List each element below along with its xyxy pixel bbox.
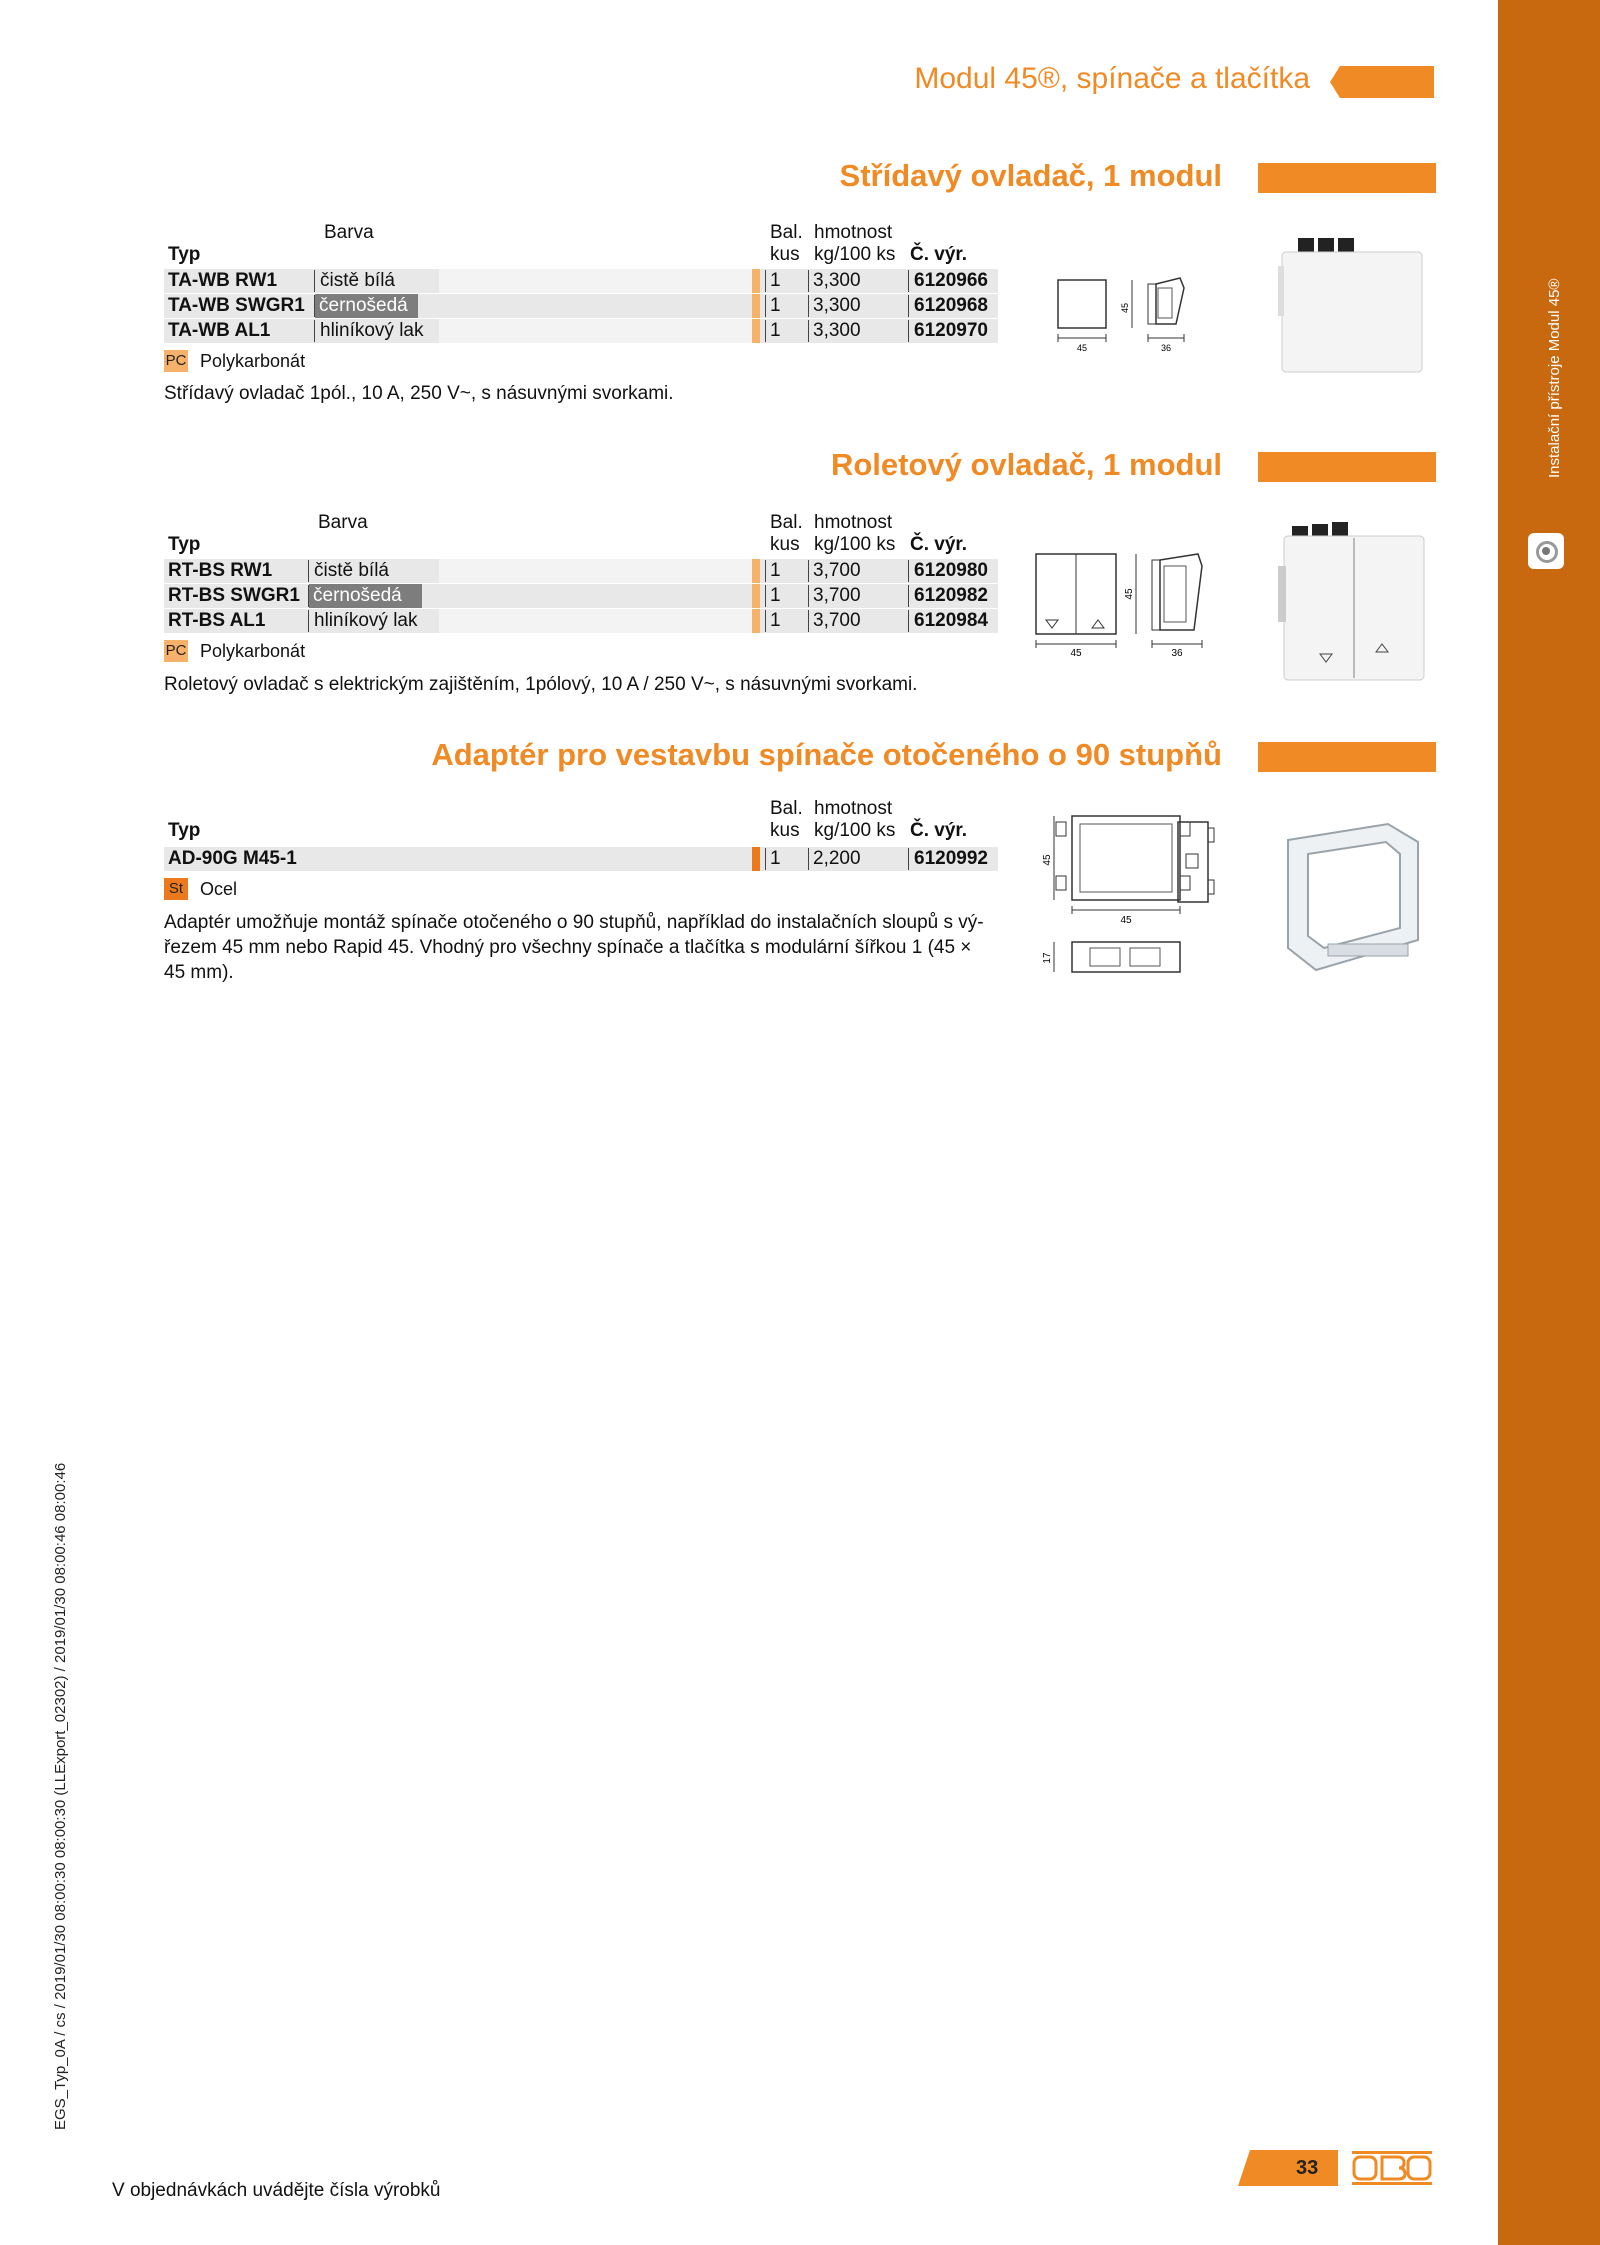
row-typ: TA-WB RW1	[168, 270, 278, 291]
product-description: Střídavý ovladač 1pól., 10 A, 250 V~, s násuvnými svorkami.	[164, 383, 674, 404]
table-row	[164, 584, 998, 608]
row-barva: černošedá	[315, 294, 418, 318]
product-description-line: řezem 45 mm nebo Rapid 45. Vhodný pro všechny spínače a tlačítka s modulární šířkou 1 (45 ×	[164, 937, 972, 958]
section-title: Roletový ovladač, 1 modul	[830, 447, 1222, 482]
dimension-drawing	[1030, 548, 1230, 658]
row-cat: 6120984	[914, 610, 988, 631]
col-header-bal: Bal.	[770, 222, 803, 243]
material-badge: PC	[164, 350, 188, 372]
dimension-drawing	[1050, 268, 1220, 358]
row-cat: 6120980	[914, 560, 988, 581]
product-description-line: Adaptér umožňuje montáž spínače otočeného o 90 stupňů, například do instalačních sloupů s vý-	[164, 912, 984, 933]
obo-logo	[1352, 2148, 1432, 2188]
material-badge: PC	[164, 640, 188, 662]
row-cat: 6120992	[914, 848, 988, 869]
dim-label: 45	[1120, 302, 1130, 314]
row-weight: 3,300	[813, 270, 861, 291]
col-header-cat: Č. výr.	[910, 820, 968, 841]
page-number: 33	[1296, 2157, 1319, 2179]
product-photo-adapter	[1268, 820, 1428, 980]
col-header-cat: Č. výr.	[910, 244, 968, 265]
row-typ: RT-BS SWGR1	[168, 585, 300, 606]
row-cat: 6120968	[914, 295, 988, 316]
row-barva: hliníkový lak	[320, 320, 424, 341]
col-header-bal: Bal.	[770, 512, 803, 533]
col-header-weight: hmotnost	[814, 512, 893, 533]
col-header-barva: Barva	[324, 222, 374, 243]
table-row	[164, 847, 998, 871]
section-title: Střídavý ovladač, 1 modul	[839, 158, 1222, 193]
row-weight: 2,200	[813, 848, 861, 869]
dim-label: 45	[1076, 343, 1088, 353]
col-header-typ: Typ	[168, 534, 201, 555]
row-weight: 3,300	[813, 320, 861, 341]
row-bal: 1	[770, 320, 781, 341]
row-cat: 6120970	[914, 320, 988, 341]
row-barva: hliníkový lak	[314, 610, 418, 631]
product-description: Roletový ovladač s elektrickým zajištěním, 1pólový, 10 A / 250 V~, s násuvnými svorkami.	[164, 674, 918, 695]
row-cat: 6120982	[914, 585, 988, 606]
dim-label: 17	[1042, 952, 1053, 964]
sidebar-label: Instalační přístroje Modul 45®	[1546, 278, 1563, 478]
dim-label: 36	[1160, 343, 1172, 353]
material-label: Polykarbonát	[200, 641, 306, 661]
row-bal: 1	[770, 560, 781, 581]
row-weight: 3,300	[813, 295, 861, 316]
table-row	[164, 559, 998, 583]
col-header-weight: hmotnost	[814, 798, 893, 819]
row-weight: 3,700	[813, 585, 861, 606]
col-header-unit: kg/100 ks	[814, 820, 896, 841]
col-header-cat: Č. výr.	[910, 534, 968, 555]
row-typ: RT-BS RW1	[168, 560, 273, 581]
table-row	[164, 294, 998, 318]
dim-label: 45	[1070, 648, 1082, 658]
section-title: Adaptér pro vestavbu spínače otočeného o 90 stupňů	[431, 737, 1222, 772]
row-barva: čistě bílá	[320, 270, 395, 291]
dim-label: 45	[1120, 915, 1132, 926]
socket-icon	[1528, 533, 1564, 569]
row-bal: 1	[770, 848, 781, 869]
row-bal: 1	[770, 585, 781, 606]
col-header-unit: kg/100 ks	[814, 534, 896, 555]
page-title: Modul 45®, spínače a tlačítka	[914, 62, 1310, 95]
col-header-kus: kus	[770, 244, 800, 265]
product-description-line: 45 mm).	[164, 962, 234, 983]
material-badge: St	[164, 878, 188, 900]
row-cat: 6120966	[914, 270, 988, 291]
col-header-bal: Bal.	[770, 798, 803, 819]
footer-note: V objednávkách uvádějte čísla výrobků	[112, 2180, 441, 2201]
material-label: Ocel	[200, 879, 238, 899]
row-typ: AD-90G M45-1	[168, 848, 297, 869]
dim-label: 36	[1171, 648, 1183, 658]
title-tab-marker	[1330, 66, 1434, 98]
col-header-unit: kg/100 ks	[814, 244, 896, 265]
col-header-weight: hmotnost	[814, 222, 893, 243]
dim-label: 45	[1042, 854, 1053, 866]
row-bal: 1	[770, 610, 781, 631]
row-barva: čistě bílá	[314, 560, 389, 581]
col-header-kus: kus	[770, 534, 800, 555]
section-bar	[1258, 742, 1436, 772]
row-typ: TA-WB SWGR1	[168, 295, 305, 316]
col-header-typ: Typ	[168, 820, 201, 841]
row-bal: 1	[770, 270, 781, 291]
row-typ: TA-WB AL1	[168, 320, 271, 341]
row-weight: 3,700	[813, 560, 861, 581]
print-metadata: EGS_Typ_0A / cs / 2019/01/30 08:00:30 08:00:30 (LLExport_02302) / 2019/01/30 08:00:46 08:00:46	[52, 1462, 69, 2130]
table-row	[164, 609, 998, 633]
material-label: Polykarbonát	[200, 351, 306, 371]
row-barva: černošedá	[309, 584, 422, 608]
dim-label: 45	[1124, 588, 1135, 600]
page-number-tab	[1238, 2150, 1338, 2186]
product-photo-rocker-switch	[1278, 228, 1426, 378]
row-typ: RT-BS AL1	[168, 610, 266, 631]
row-bal: 1	[770, 295, 781, 316]
product-photo-blind-switch	[1278, 512, 1428, 684]
section-bar	[1258, 452, 1436, 482]
row-weight: 3,700	[813, 610, 861, 631]
col-header-kus: kus	[770, 820, 800, 841]
side-view-drawing	[1172, 818, 1220, 908]
col-header-barva: Barva	[318, 512, 368, 533]
section-bar	[1258, 163, 1436, 193]
table-row	[164, 269, 998, 293]
table-row	[164, 319, 998, 343]
col-header-typ: Typ	[168, 244, 201, 265]
